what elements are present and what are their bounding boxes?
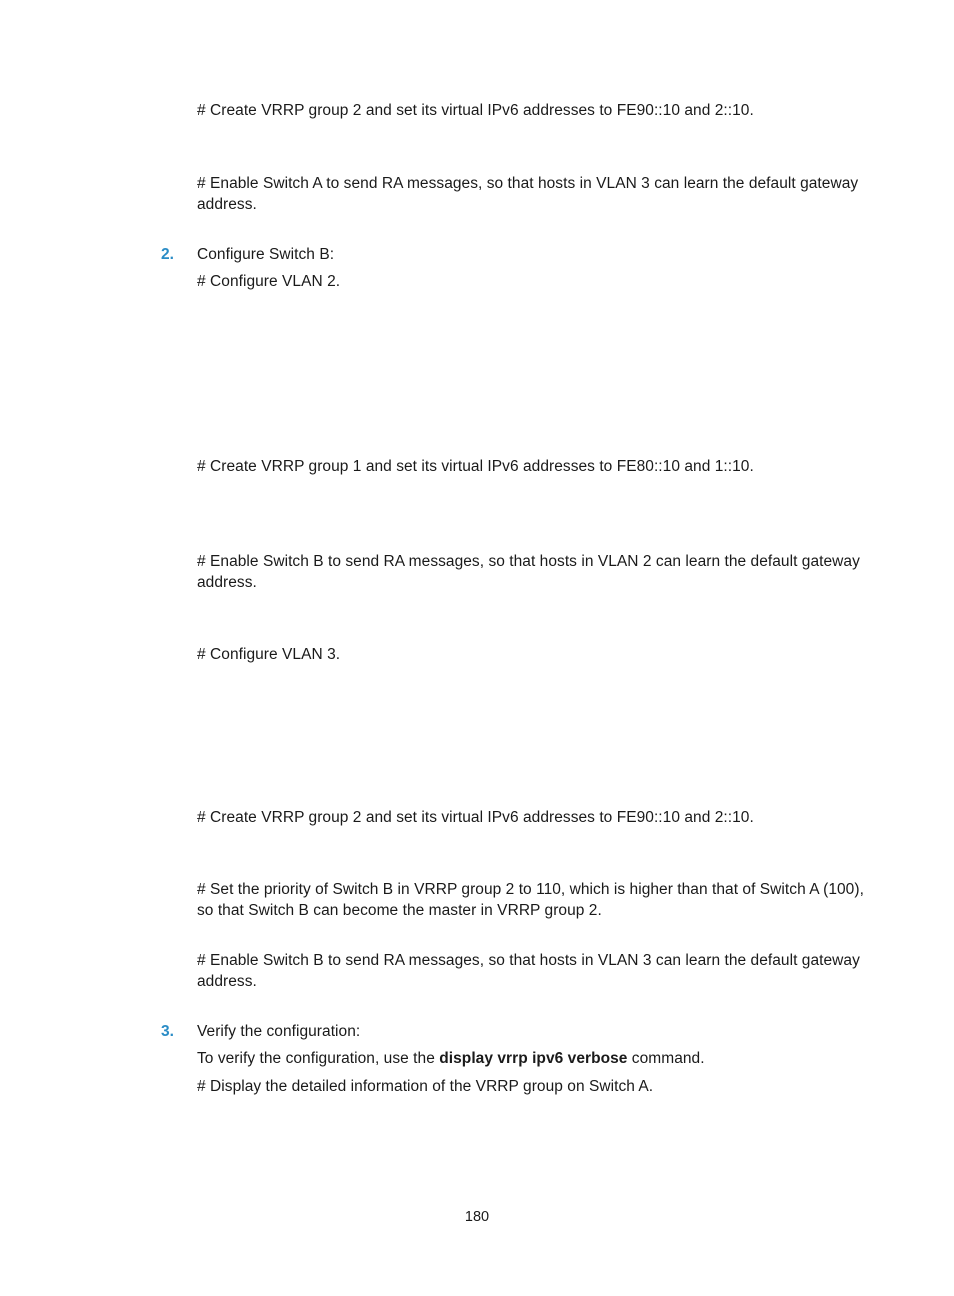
paragraph-verify-command [197, 1048, 705, 1069]
paragraph-create-vrrp-group-2: # Create VRRP group 2 and set its virtual IPv6 addresses to FE90::10 and 2::10. [197, 102, 754, 119]
paragraph-configure-vlan-2: # Configure VLAN 2. [197, 273, 341, 290]
paragraph-set-priority: # Set the priority of Switch B in VRRP group 2 to 110, which is higher than that of Switch A (100), so that Switch B can become the master in VRRP group 2. [197, 881, 864, 919]
step-configure-switch-b: Configure Switch B: [197, 246, 335, 263]
paragraph-configure-vlan-3: # Configure VLAN 3. [197, 646, 341, 663]
paragraph-create-vrrp-group-2-switch-b: # Create VRRP group 2 and set its virtual IPv6 addresses to FE90::10 and 2::10. [197, 809, 754, 826]
paragraph-display-detailed-info: # Display the detailed information of the VRRP group on Switch A. [197, 1078, 654, 1095]
paragraph-enable-ra-switch-b-vlan-2: # Enable Switch B to send RA messages, so that hosts in VLAN 2 can learn the default gateway address. [197, 553, 860, 591]
command-display-vrrp-ipv6-verbose: display vrrp ipv6 verbose [439, 1050, 628, 1067]
step-verify-configuration: Verify the configuration: [197, 1023, 361, 1040]
step-number-3: 3. [161, 1023, 174, 1040]
paragraph-enable-ra-switch-a: # Enable Switch A to send RA messages, so that hosts in VLAN 3 can learn the default gateway address. [197, 175, 859, 213]
page-number: 180 [464, 1209, 490, 1225]
verify-prefix: To verify the configuration, use the [197, 1050, 440, 1067]
step-number-2: 2. [161, 246, 174, 263]
paragraph-create-vrrp-group-1: # Create VRRP group 1 and set its virtual IPv6 addresses to FE80::10 and 1::10. [197, 458, 754, 475]
verify-suffix: command. [627, 1050, 705, 1067]
paragraph-enable-ra-switch-b-vlan-3: # Enable Switch B to send RA messages, so that hosts in VLAN 3 can learn the default gateway address. [197, 952, 860, 990]
